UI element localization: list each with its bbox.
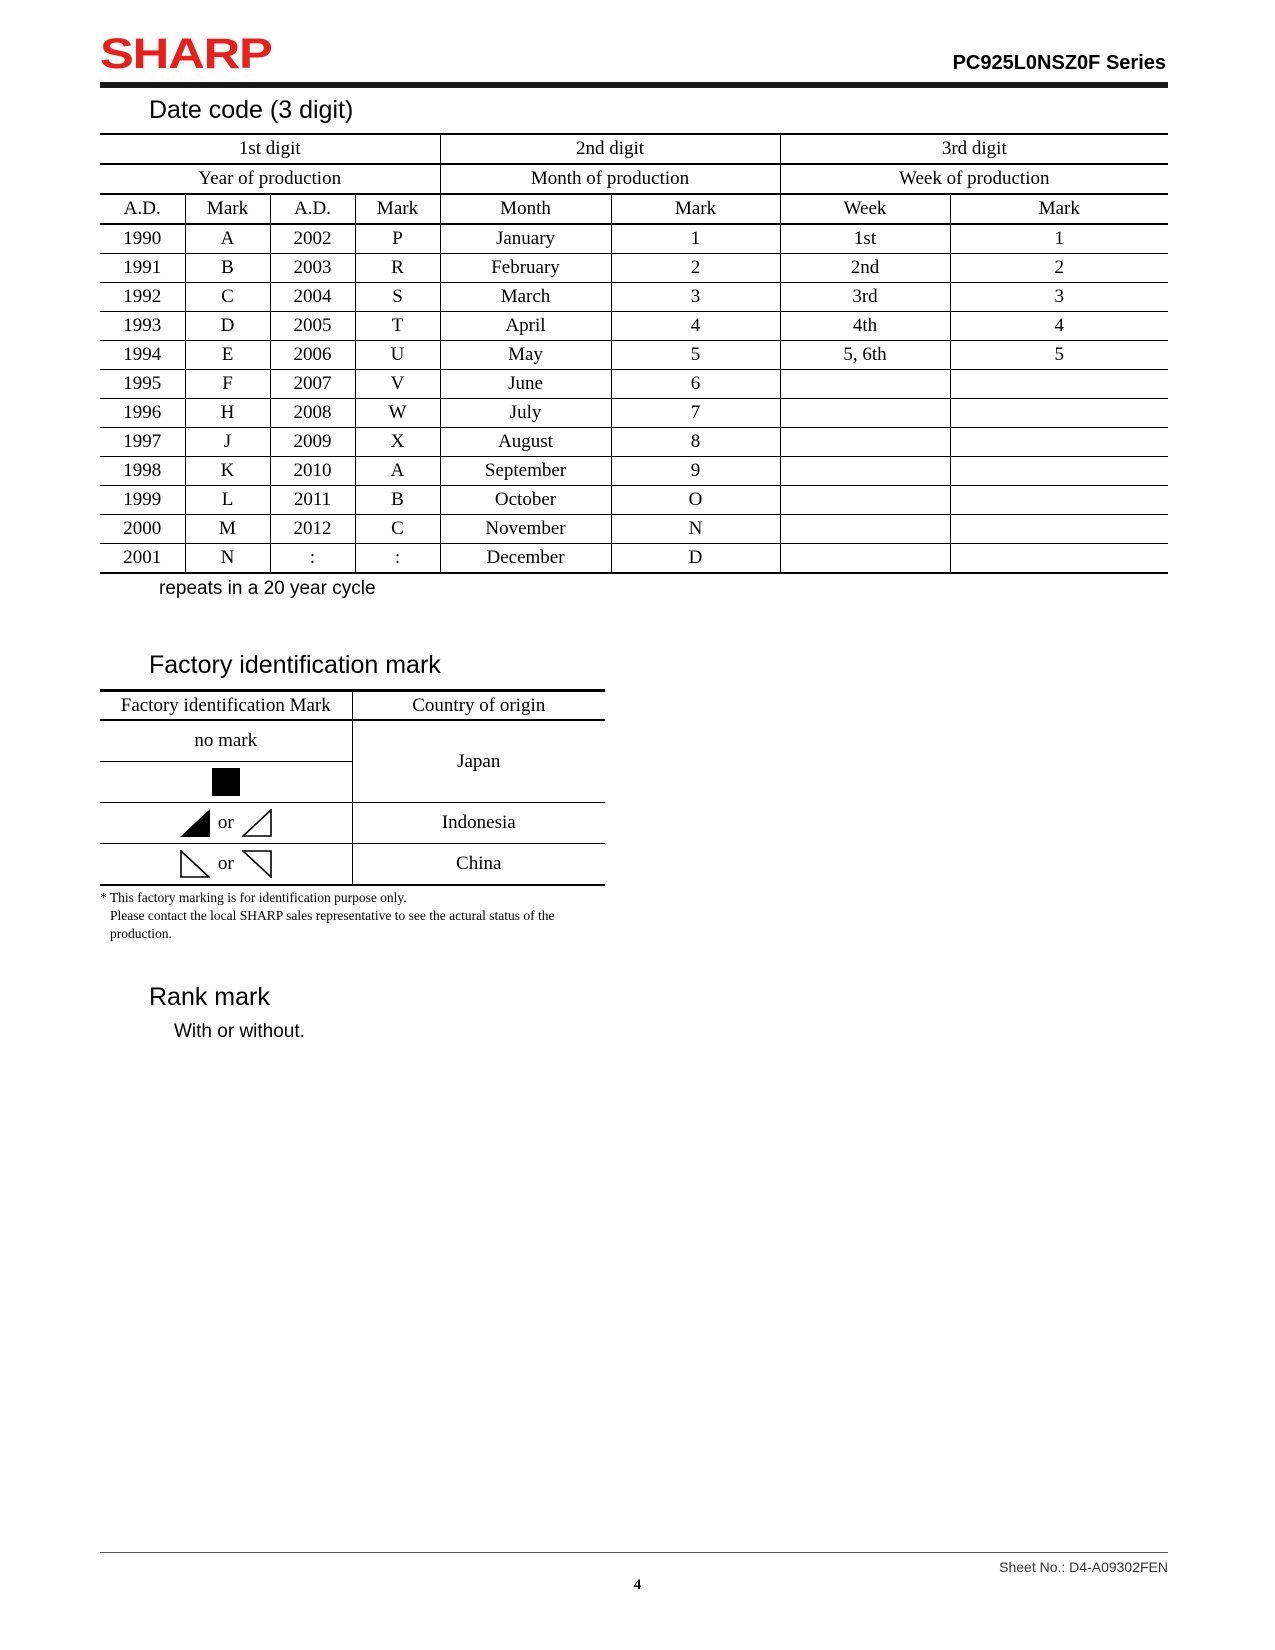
table-cell: F (185, 370, 270, 399)
table-row (100, 457, 1168, 486)
table-cell (950, 399, 1168, 428)
table-cell (780, 544, 950, 574)
col-header: A.D. (270, 194, 355, 224)
table-cell: N (611, 515, 780, 544)
table-cell: 4 (950, 312, 1168, 341)
table-cell: February (440, 254, 611, 283)
table-cell: 2006 (270, 341, 355, 370)
indonesia-cell: Indonesia (352, 803, 605, 844)
or-text: or (217, 853, 234, 874)
series-title: PC925L0NSZ0F Series (952, 52, 1166, 74)
header-rule (100, 82, 1168, 88)
table-cell: September (440, 457, 611, 486)
table-cell: 1996 (100, 399, 185, 428)
table-row (100, 428, 1168, 457)
factory-heading: Factory identification mark (149, 651, 441, 679)
table-cell: 5, 6th (780, 341, 950, 370)
table-cell: 1995 (100, 370, 185, 399)
table-cell: 2002 (270, 224, 355, 254)
table-cell: January (440, 224, 611, 254)
table-cell: X (355, 428, 440, 457)
country-header: Country of origin (352, 691, 605, 721)
table-cell: 2003 (270, 254, 355, 283)
subtitle-row (100, 164, 1168, 194)
column-header-row (100, 194, 1168, 224)
table-row (100, 486, 1168, 515)
china-cell: China (352, 844, 605, 886)
third-digit-header: 3rd digit (780, 134, 1168, 164)
rank-heading: Rank mark (149, 983, 270, 1011)
triangle-mark-cell (100, 844, 352, 886)
table-cell: 2005 (270, 312, 355, 341)
col-header: Mark (355, 194, 440, 224)
table-cell: 1998 (100, 457, 185, 486)
table-cell: N (185, 544, 270, 574)
table-cell: 2010 (270, 457, 355, 486)
table-row (100, 254, 1168, 283)
table-cell: 2 (950, 254, 1168, 283)
table-cell: 3 (611, 283, 780, 312)
upper-right-triangle-icon (242, 850, 272, 878)
table-cell: 1999 (100, 486, 185, 515)
table-cell: 2001 (100, 544, 185, 574)
table-cell: June (440, 370, 611, 399)
table-cell: 9 (611, 457, 780, 486)
table-cell: A (185, 224, 270, 254)
table-cell: 5 (950, 341, 1168, 370)
table-cell: October (440, 486, 611, 515)
square-mark-cell (100, 762, 352, 803)
table-cell: 1 (611, 224, 780, 254)
table-row (100, 720, 605, 762)
table-cell: J (185, 428, 270, 457)
table-cell: 2004 (270, 283, 355, 312)
table-cell (780, 457, 950, 486)
table-row (100, 399, 1168, 428)
outline-triangle-icon (242, 809, 272, 837)
table-cell (950, 515, 1168, 544)
table-cell: A (355, 457, 440, 486)
first-digit-header: 1st digit (100, 134, 440, 164)
table-cell: D (611, 544, 780, 574)
table-cell: M (185, 515, 270, 544)
table-row (100, 515, 1168, 544)
table-cell: T (355, 312, 440, 341)
table-cell: L (185, 486, 270, 515)
footnote-line: * This factory marking is for identification purpose only. (100, 890, 407, 905)
table-cell: D (185, 312, 270, 341)
table-cell (780, 370, 950, 399)
table-cell (780, 515, 950, 544)
no-mark-cell: no mark (100, 720, 352, 762)
table-cell: 2008 (270, 399, 355, 428)
table-cell: 6 (611, 370, 780, 399)
date-code-table (100, 133, 1168, 574)
table-cell: 1st (780, 224, 950, 254)
date-code-heading: Date code (3 digit) (149, 96, 354, 124)
table-cell: December (440, 544, 611, 574)
table-cell: 1 (950, 224, 1168, 254)
cycle-note: repeats in a 20 year cycle (159, 578, 376, 599)
table-cell (950, 370, 1168, 399)
second-digit-header: 2nd digit (440, 134, 780, 164)
table-cell: B (185, 254, 270, 283)
factory-mark-header: Factory identification Mark (100, 691, 352, 721)
table-cell: C (355, 515, 440, 544)
table-cell: P (355, 224, 440, 254)
table-row (100, 803, 605, 844)
col-header: Mark (185, 194, 270, 224)
table-cell: 2011 (270, 486, 355, 515)
table-cell (950, 544, 1168, 574)
table-cell: November (440, 515, 611, 544)
table-cell (780, 399, 950, 428)
table-cell: 1992 (100, 283, 185, 312)
japan-cell: Japan (352, 720, 605, 803)
page-number: 4 (633, 1577, 642, 1593)
filled-square-icon (212, 768, 240, 796)
table-cell: 2nd (780, 254, 950, 283)
table-cell: 2007 (270, 370, 355, 399)
table-cell: 4th (780, 312, 950, 341)
table-cell: E (185, 341, 270, 370)
table-cell: 1990 (100, 224, 185, 254)
table-cell: March (440, 283, 611, 312)
table-cell: 5 (611, 341, 780, 370)
table-row (100, 844, 605, 886)
footer-rule (100, 1552, 1168, 1553)
table-cell: R (355, 254, 440, 283)
filled-triangle-icon (180, 809, 210, 837)
factory-header-row (100, 691, 605, 721)
table-cell: B (355, 486, 440, 515)
table-cell: S (355, 283, 440, 312)
table-row (100, 283, 1168, 312)
table-cell: May (440, 341, 611, 370)
table-row (100, 370, 1168, 399)
footnote-line: Please contact the local SHARP sales representative to see the actural status of the production. (110, 908, 555, 941)
table-cell: H (185, 399, 270, 428)
table-cell: 2 (611, 254, 780, 283)
table-cell: 1991 (100, 254, 185, 283)
table-cell: 3 (950, 283, 1168, 312)
table-cell: 2000 (100, 515, 185, 544)
table-cell: : (270, 544, 355, 574)
table-cell: 2012 (270, 515, 355, 544)
table-cell (950, 486, 1168, 515)
col-header: Month (440, 194, 611, 224)
table-cell: 1997 (100, 428, 185, 457)
table-cell: 4 (611, 312, 780, 341)
table-cell (780, 428, 950, 457)
table-cell: 8 (611, 428, 780, 457)
table-cell: V (355, 370, 440, 399)
table-cell: : (355, 544, 440, 574)
rank-text: With or without. (174, 1021, 305, 1042)
table-cell: July (440, 399, 611, 428)
table-cell: C (185, 283, 270, 312)
month-of-production-header: Month of production (440, 164, 780, 194)
table-cell: 1993 (100, 312, 185, 341)
factory-footnote (100, 889, 610, 943)
triangle-mark-cell (100, 803, 352, 844)
table-cell: U (355, 341, 440, 370)
table-row (100, 544, 1168, 574)
table-cell (950, 428, 1168, 457)
table-row (100, 312, 1168, 341)
lower-left-triangle-icon (180, 850, 210, 878)
col-header: Mark (611, 194, 780, 224)
table-cell: August (440, 428, 611, 457)
factory-table (100, 689, 605, 886)
sheet-number: Sheet No.: D4-A09302FEN (999, 1559, 1168, 1575)
table-cell: K (185, 457, 270, 486)
table-cell: April (440, 312, 611, 341)
table-row (100, 341, 1168, 370)
sharp-logo: SHARP (100, 30, 272, 78)
table-cell (950, 457, 1168, 486)
col-header: Mark (950, 194, 1168, 224)
digit-header-row (100, 134, 1168, 164)
table-cell: O (611, 486, 780, 515)
table-row (100, 224, 1168, 254)
year-of-production-header: Year of production (100, 164, 440, 194)
or-text: or (217, 812, 234, 833)
table-cell: 1994 (100, 341, 185, 370)
table-cell: 2009 (270, 428, 355, 457)
table-cell: 3rd (780, 283, 950, 312)
table-cell (780, 486, 950, 515)
table-cell: W (355, 399, 440, 428)
table-cell: 7 (611, 399, 780, 428)
col-header: A.D. (100, 194, 185, 224)
week-of-production-header: Week of production (780, 164, 1168, 194)
col-header: Week (780, 194, 950, 224)
